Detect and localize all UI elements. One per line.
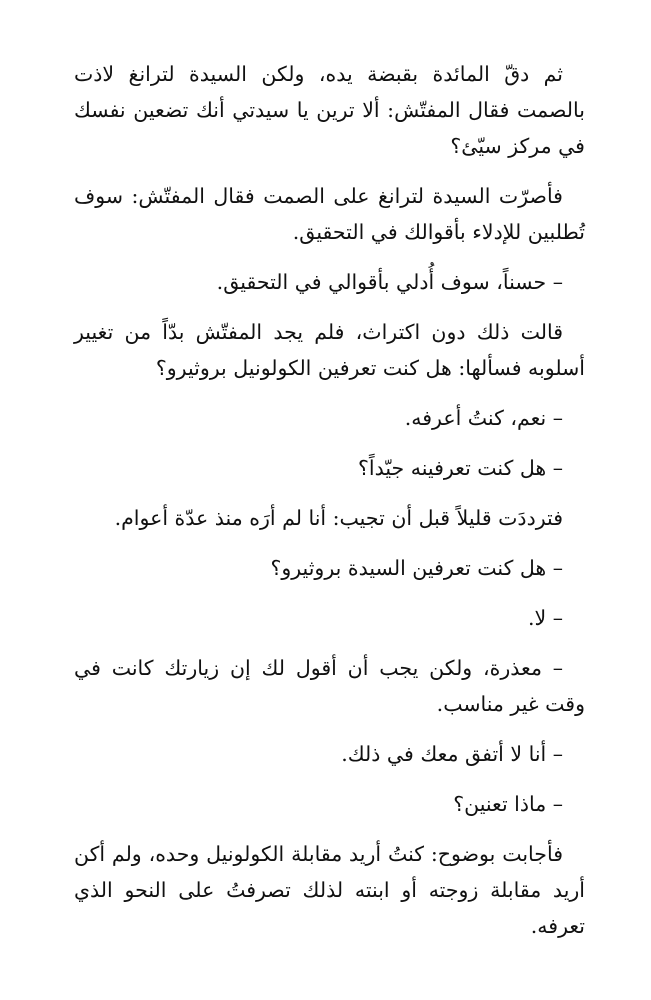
paragraph-5: فأجابت بوضوح: كنتُ أريد مقابلة الكولونيل وحده، ولم أكن أريد مقابلة زوجته أو ابنته لذلك تصرفتُ على النحو الذي تعرفه. <box>74 842 585 938</box>
paragraph-2: فأصرّت السيدة لترانغ على الصمت فقال المفتّش: سوف تُطلبين للإدلاء بأقوالك في التحقيق. <box>74 184 585 244</box>
book-page-text <box>74 56 585 958</box>
paragraph-4: فترددَت قليلاً قبل أن تجيب: أنا لم أرَه منذ عدّة أعوام. <box>114 506 563 530</box>
dialogue-line-1: – حسناً، سوف أُدلي بأقوالي في التحقيق. <box>216 270 563 294</box>
dialogue-line-5: – لا. <box>528 606 563 630</box>
dialogue-line-7: – أنا لا أتفق معك في ذلك. <box>341 742 563 766</box>
paragraph-3: قالت ذلك دون اكتراث، فلم يجد المفتّش بدّاً من تغيير أسلوبه فسألها: هل كنت تعرفين الكولونيل بروثيرو؟ <box>74 320 585 380</box>
dialogue-line-8: – ماذا تعنين؟ <box>453 792 563 816</box>
paragraph-1: ثم دقّ المائدة بقبضة يده، ولكن السيدة لترانغ لاذت بالصمت فقال المفتّش: ألا ترين يا سيدتي أنك تضعين نفسك في مركز سيّئ؟ <box>74 62 585 158</box>
dialogue-line-3: – هل كنت تعرفينه جيّداً؟ <box>358 456 563 480</box>
dialogue-line-2: – نعم، كنتُ أعرفه. <box>404 406 563 430</box>
dialogue-line-6: – معذرة، ولكن يجب أن أقول لك إن زيارتك كانت في وقت غير مناسب. <box>74 656 585 716</box>
dialogue-line-4: – هل كنت تعرفين السيدة بروثيرو؟ <box>270 556 563 580</box>
